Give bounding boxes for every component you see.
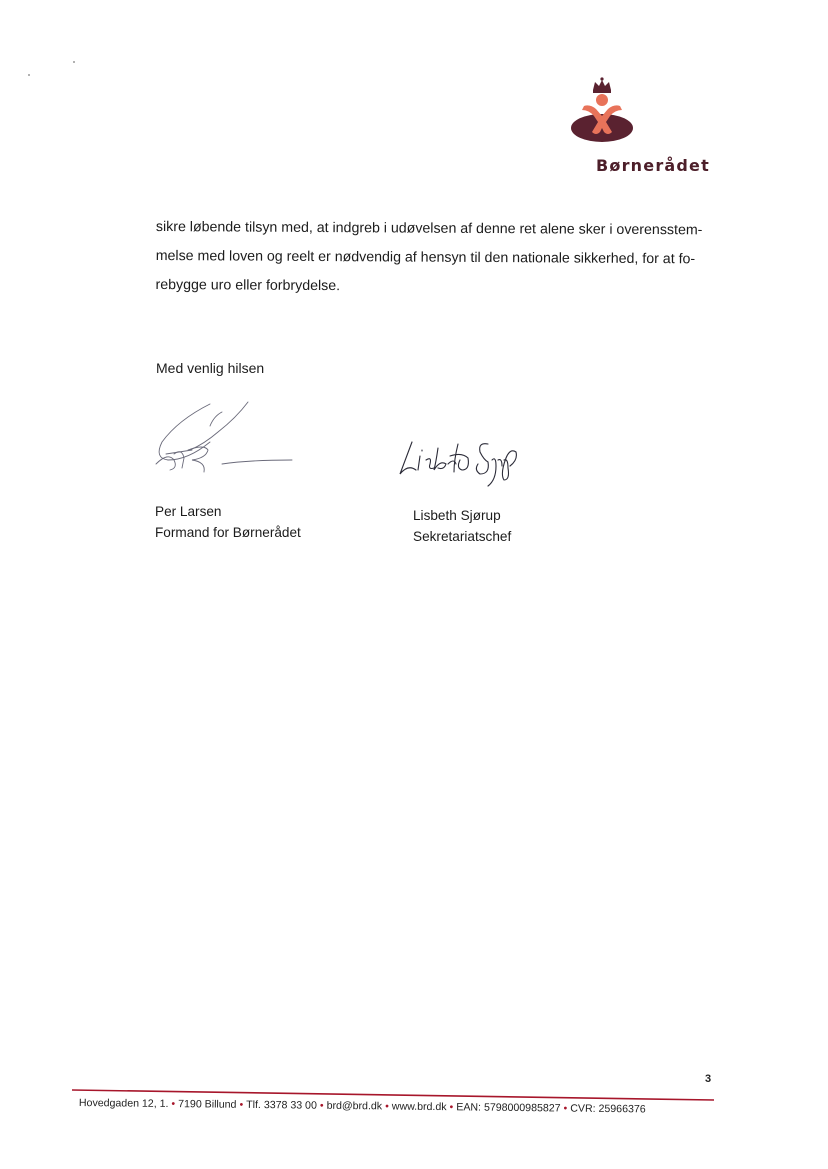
boernerraadet-logo xyxy=(560,76,730,180)
footer-separator: • xyxy=(449,1101,454,1114)
page-number: 3 xyxy=(705,1073,712,1085)
signer-title: Sekretariatschef xyxy=(413,529,512,544)
footer-separator: • xyxy=(385,1100,389,1113)
signer-name: Per Larsen xyxy=(155,504,222,519)
footer-website: www.brd.dk xyxy=(391,1100,447,1114)
body-line: sikre løbende tilsyn med, at indgreb i udøvelsen af denne ret alene sker i overensstem- xyxy=(155,218,703,239)
footer-cvr: CVR: 25966376 xyxy=(570,1102,646,1116)
footer-phone: Tlf. 3378 33 00 xyxy=(246,1098,317,1112)
body-line: melse med loven og reelt er nødvendig af hensyn til den nationale sikkerhed, for at fo- xyxy=(155,247,696,268)
footer-email: brd@brd.dk xyxy=(326,1099,383,1113)
crowned-child-logo-icon xyxy=(570,76,634,144)
signer-per-larsen xyxy=(155,501,301,543)
footer-separator: • xyxy=(239,1098,244,1111)
footer-separator: • xyxy=(563,1102,568,1115)
footer-separator: • xyxy=(319,1099,324,1112)
logo-wordmark: Børnerådet xyxy=(596,156,710,175)
footer-separator: • xyxy=(171,1098,176,1111)
footer-address: Hovedgaden 12, 1. xyxy=(78,1097,169,1111)
closing-greeting: Med venlig hilsen xyxy=(156,360,265,376)
scan-speck xyxy=(73,61,75,63)
body-paragraph xyxy=(155,213,731,304)
signer-title: Formand for Børnerådet xyxy=(155,525,301,540)
scan-speck xyxy=(28,74,30,76)
footer-ean: EAN: 5798000985827 xyxy=(456,1101,561,1115)
lisbeth-sjoerup-signature xyxy=(392,434,524,490)
per-larsen-signature xyxy=(148,398,298,478)
footer-city: 7190 Billund xyxy=(178,1098,237,1111)
signer-name: Lisbeth Sjørup xyxy=(413,508,501,523)
signer-lisbeth-sjoerup xyxy=(413,505,511,547)
body-line: rebygge uro eller forbrydelse. xyxy=(155,276,341,295)
